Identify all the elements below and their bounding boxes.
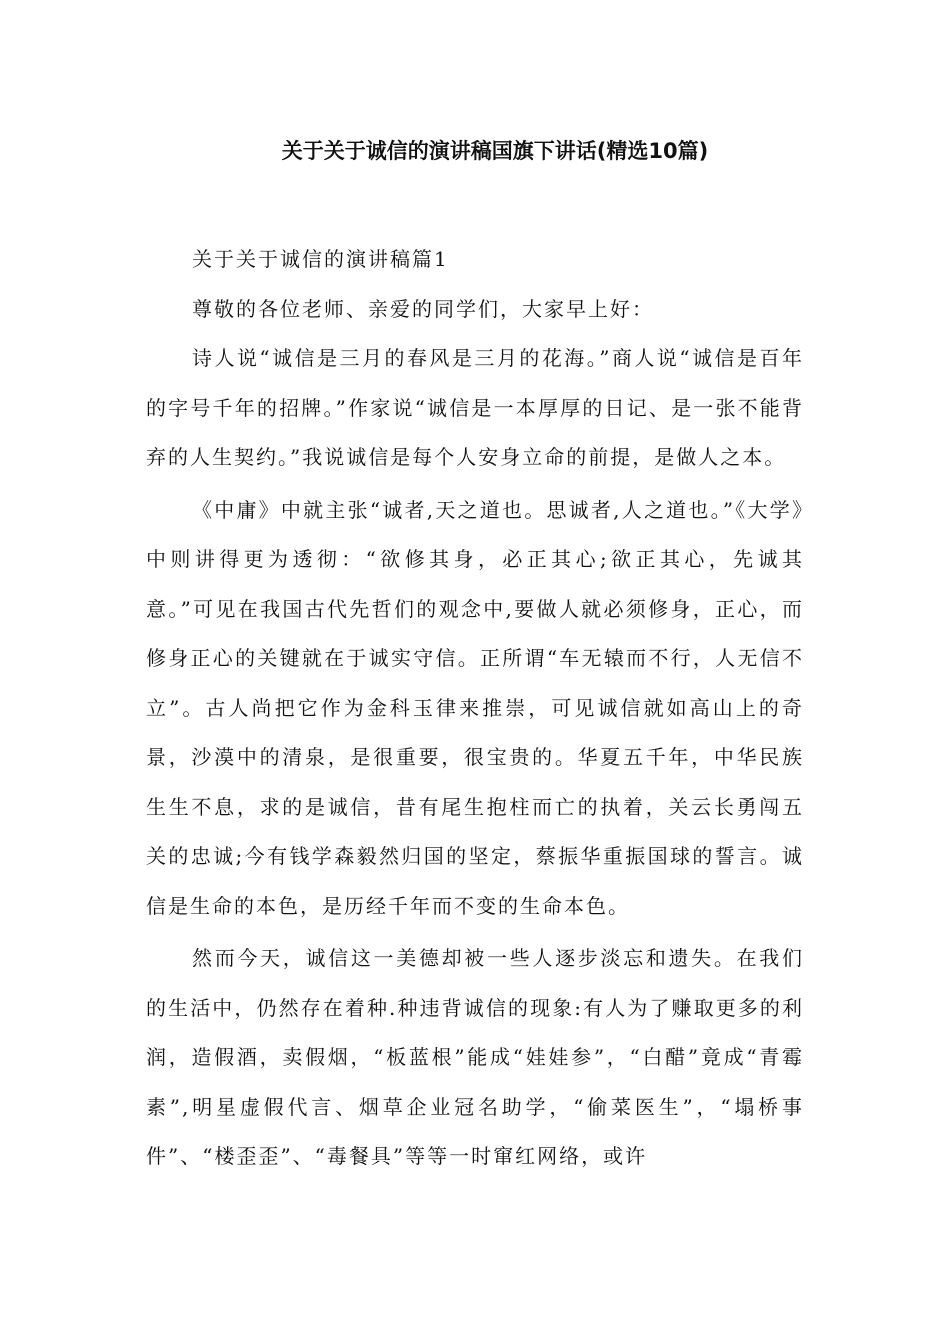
section-heading: 关于关于诚信的演讲稿篇1 <box>192 247 449 271</box>
body-paragraph-3: 然而今天，诚信这一美德却被一些人逐步淡忘和遗失。在我们的生活中，仍然存在着种.种违背诚信的现象:有人为了赚取更多的利润，造假酒，卖假烟，“板蓝根”能成“娃娃参”，“白醋”竟成“青霉素”,明星虚假代言、烟草企业冠名助学，“偷菜医生”，“塌桥事件”、“楼歪歪”、“毒餐具”等等一时窜红网络，或许 <box>146 946 804 1168</box>
document-title: 关于关于诚信的演讲稿国旗下讲话(精选10篇) <box>281 139 709 163</box>
body-paragraph-2: 《中庸》中就主张“诚者,天之道也。思诚者,人之道也。”《大学》中则讲得更为透彻：“欲修其身，必正其心;欲正其心，先诚其意。”可见在我国古代先哲们的观念中,要做人就必须修身，正心，而修身正心的关键就在于诚实守信。正所谓“车无辕而不行，人无信不立”。古人尚把它作为金科玉律来推崇，可见诚信就如高山上的奇景，沙漠中的清泉，是很重要，很宝贵的。华夏五千年，中华民族生生不息，求的是诚信，昔有尾生抱柱而亡的执着，关云长勇闯五关的忠诚;今有钱学森毅然归国的坚定，蔡振华重振国球的誓言。诚信是生命的本色，是历经千年而不变的生命本色。 <box>146 497 804 918</box>
document-body <box>146 235 804 1182</box>
body-paragraph-1: 诗人说“诚信是三月的春风是三月的花海。”商人说“诚信是百年的字号千年的招牌。”作家说“诚信是一本厚厚的日记、是一张不能背弃的人生契约。”我说诚信是每个人安身立命的前提，是做人之本。 <box>146 346 804 469</box>
greeting-paragraph: 尊敬的各位老师、亲爱的同学们，大家早上好： <box>192 296 654 321</box>
